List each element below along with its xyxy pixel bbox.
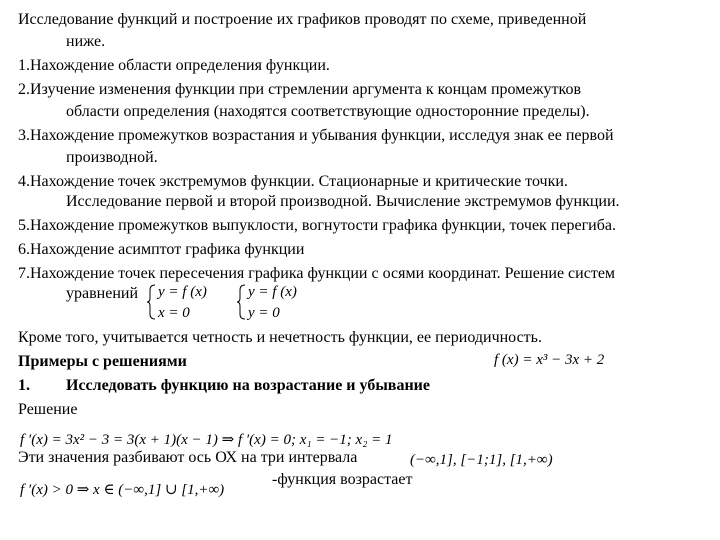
left-brace-icon [146, 284, 156, 320]
increase-condition: f ′(x) > 0 ⇒ x ∈ (−∞,1] ∪ [1,+∞) [20, 482, 225, 498]
step-5: 5.Нахождение промежутков выпуклости, вогнутости графика функции, точек перегиба. [18, 217, 616, 234]
step-6: 6.Нахождение асимптот графика функции [18, 241, 305, 258]
step-3-line-2: производной. [66, 149, 158, 166]
parity-text: Кроме того, учитывается четность и нечетность функции, ее периодичность. [18, 329, 542, 346]
step-2-line-2: области определения (находятся соответствующие односторонние пределы). [66, 103, 590, 120]
step-7-line-1: 7.Нахождение точек пересечения графика функции с осями координат. Решение систем [18, 265, 616, 282]
intro-line-1: Исследование функций и построение их графиков проводят по схеме, приведенной [18, 11, 587, 28]
intervals-text: Эти значения разбивают ось ОХ на три интервала [18, 449, 358, 466]
system-1-row-2: x = 0 [158, 305, 190, 321]
increase-text: -функция возрастает [272, 471, 413, 488]
system-2-row-1: y = f (x) [248, 284, 297, 300]
system-1-row-1: y = f (x) [158, 284, 207, 300]
step-7-line-2: уравнений [66, 285, 139, 302]
task-number: 1. [18, 377, 30, 394]
examples-heading: Примеры с решениями [18, 353, 187, 370]
intervals-formula: (−∞,1], [−1;1], [1,+∞) [410, 452, 553, 468]
equation-system-2 [236, 284, 346, 324]
step-4-line-2: Исследование первой и второй производной. Вычисление экстремумов функции. [66, 193, 620, 210]
solution-label: Решение [18, 401, 78, 418]
left-brace-icon [236, 284, 246, 320]
task-text: Исследовать функцию на возрастание и убывание [66, 377, 430, 394]
step-2-line-1: 2.Изучение изменения функции при стремлении аргумента к концам промежутков [18, 81, 582, 98]
derivative-formula: f ′(x) = 3x² − 3 = 3(x + 1)(x − 1) ⇒ f ′(x) = 0; x₁ = −1; x₂ = 1 [20, 432, 393, 448]
intro-line-2: ниже. [66, 33, 106, 50]
function-definition: f (x) = x³ − 3x + 2 [494, 352, 605, 368]
system-2-row-2: y = 0 [248, 305, 280, 321]
step-1: 1.Нахождение области определения функции. [18, 57, 330, 74]
step-4-line-1: 4.Нахождение точек экстремумов функции. Стационарные и критические точки. [18, 173, 568, 190]
step-3-line-1: 3.Нахождение промежутков возрастания и убывания функции, исследуя знак ее первой [18, 127, 614, 144]
